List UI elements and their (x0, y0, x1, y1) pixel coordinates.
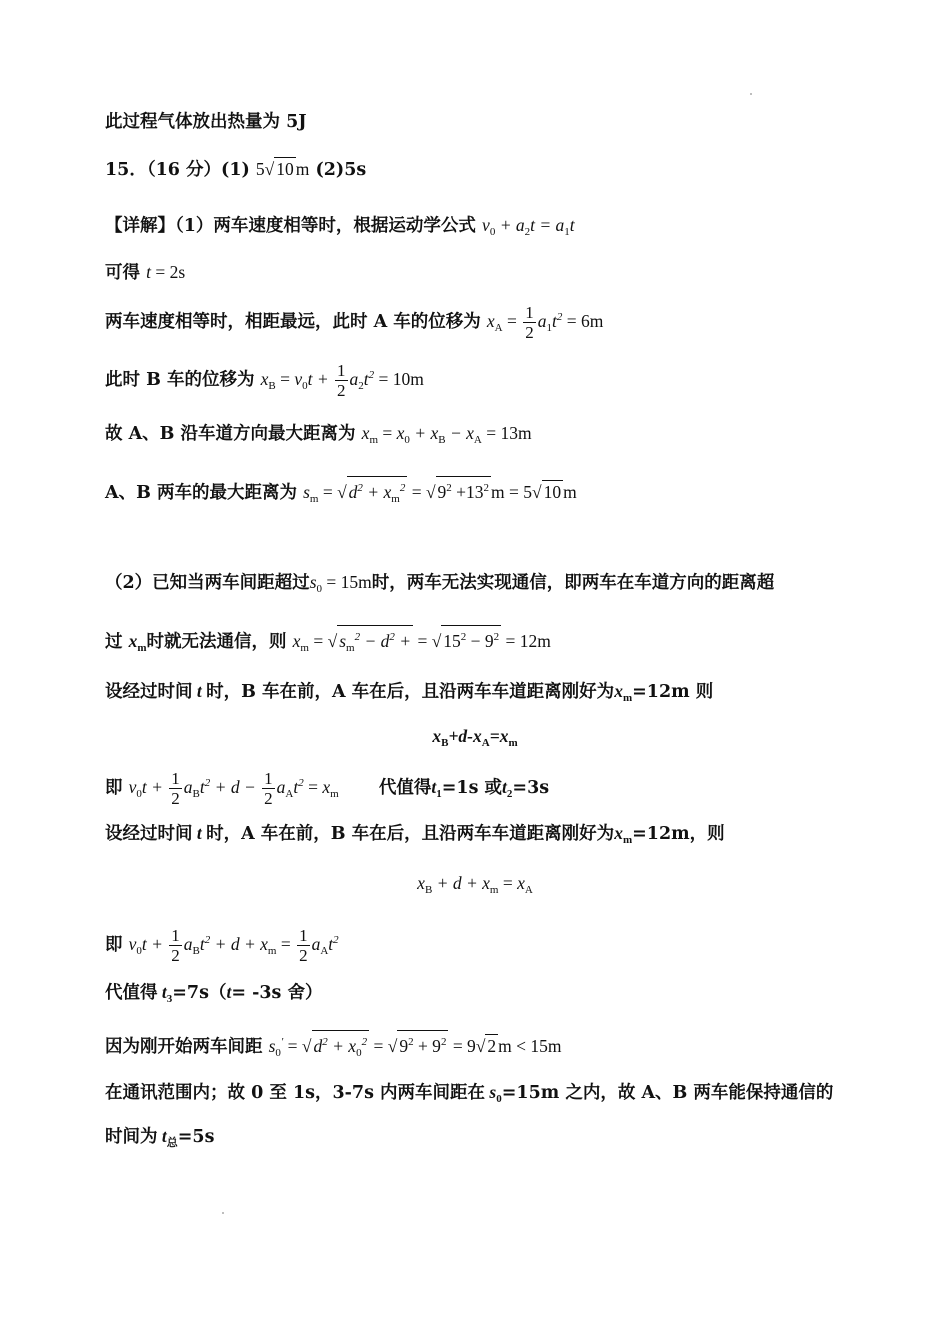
text-ie2: 即 (105, 935, 123, 955)
text-xa: 两车速度相等时，相距最远，此时 A 车的位移为 (105, 312, 481, 332)
line-eq2 (0, 869, 950, 904)
formula-sm: $s_m$ = √ $d^2 + x_m^2$ = √ $9^2 +13^2$ m = 5√ 10 m (303, 482, 577, 502)
formula-eq1-expanded: $v_0t$ + $\frac{1}{2}$ $a_Bt^2 + d$ − $\frac{1}{2}$ $a_At^2 = x_m$ (128, 769, 339, 809)
formula-eq1: $x_B+d-x_A=x_m$ (432, 726, 518, 749)
line-xa (105, 303, 603, 342)
line-eq1 (0, 722, 950, 757)
text-case2-c: =12m，则 (632, 824, 725, 844)
text-range-a: 在通讯范围内；故 0 至 1s，3-7s 内两车间距在 (105, 1083, 486, 1103)
formula-xm: $x_m = x_0 + x_B - x_A = 13m$ (361, 423, 532, 446)
text-part2-a: （2）已知当两车间距超过 (105, 573, 310, 593)
line-t3: 代值得 $t_3=7s(t= -3s$ 舍） (105, 982, 323, 1005)
text-t3: =7s（ (172, 983, 227, 1003)
text-case1-a: 设经过时间 (105, 682, 193, 702)
answer-part2: (2)5s (315, 160, 367, 180)
line-xb (105, 361, 424, 400)
formula-s0-prime: $s_0'$ = √ $d^2 + x_0^2$ = √ $9^2 + 9^2 = 9√$ 2 m < 15m (269, 1036, 562, 1056)
text-case2-a: 设经过时间 (105, 824, 193, 844)
line-question-15: 15．（16 分）(1) 5√ 10 m (2)5s (105, 159, 367, 180)
text-s0: 因为刚开始两车间距 (105, 1037, 263, 1057)
text-case1-b: 时，B 车在前，A 车在后，且沿两车车道距离刚好为 (206, 682, 615, 702)
formula-xb: $x_B = v_0t$ + $\frac{1}{2}$ $a_2t^2 = 10m$ (260, 361, 424, 401)
scan-dot (750, 93, 752, 95)
text-range-b: =15m 之内，故 A、B 两车能保持通信的 (501, 1083, 834, 1103)
formula-xa: $x_A$ = $\frac{1}{2}$ $a_1t^2 = 6m$ (486, 303, 604, 343)
line-case1: 设经过时间 t 时，B 车在前，A 车在后，且沿两车车道距离刚好为$x_m=12m$ 则 (105, 681, 714, 704)
text-case2-b: 时，A 车在前，B 车在后，且沿两车车道距离刚好为 (206, 824, 615, 844)
answer-header: 15．（16 分）(1) (105, 160, 250, 180)
line-get-t (105, 258, 185, 287)
text-case1-c: =12m 则 (632, 682, 714, 702)
line-eq1-expanded: 即 $v_0t$ + $\frac{1}{2}$ $a_Bt^2 + d$ − $\frac{1}{2}$ $a_At^2 = x_m$ 代值得$t_1=1s$ 或$t_2=3s$ (105, 769, 550, 809)
formula-eq2-expanded: $v_0t$ + $\frac{1}{2}$ $a_Bt^2 + d + x_m$ = $\frac{1}{2}$ $a_At^2$ (128, 926, 339, 966)
formula-t: t = 2s (146, 262, 186, 282)
text-heat: 此过程气体放出热量为 5J (105, 112, 307, 132)
formula-s0: $s_0 = 15m$ (309, 572, 372, 595)
line-xm-calc: 过 $x_m$时就无法通信，则 $x_m$ = √ $s_m^2 - d^2$ + = √ $15^2 - 9^2 = 12m$ (105, 625, 551, 662)
formula-eq2: $x_B + d + x_m = x_A$ (417, 873, 533, 896)
line-sm (105, 476, 577, 513)
text-xm: 故 A、B 沿车道方向最大距离为 (105, 424, 356, 444)
text-get: 可得 (105, 263, 140, 283)
text-sub: 代值得 (378, 778, 432, 798)
text-then: 时就无法通信，则 (146, 632, 287, 652)
text-t1: =1s 或 (441, 778, 503, 798)
text-t2: =3s (512, 778, 550, 798)
text-ie: 即 (105, 778, 123, 798)
line-part2-intro (105, 568, 774, 603)
detail-text: 【详解】（1）两车速度相等时，根据运动学公式 (105, 216, 476, 236)
line-xm (105, 419, 532, 454)
line-s0 (105, 1028, 562, 1067)
text-xb: 此时 B 车的位移为 (105, 370, 255, 390)
text-sm: A、B 两车的最大距离为 (105, 483, 297, 503)
line-case2: 设经过时间 t 时，A 车在前，B 车在后，且沿两车车道距离刚好为$x_m=12m$，则 (105, 823, 725, 846)
line-heat (105, 108, 307, 136)
scan-dot (222, 1212, 224, 1214)
text-neg-t: = -3s 舍） (231, 983, 323, 1003)
line-range: 在通讯范围内；故 0 至 1s，3-7s 内两车间距在 $s_0=15m$ 之内，故 A、B 两车能保持通信的 (105, 1082, 834, 1105)
text-over: 过 (105, 632, 123, 652)
text-part2-b: 时，两车无法实现通信，即两车在车道方向的距离超 (371, 573, 775, 593)
sqrt-value: 10 (276, 159, 294, 179)
line-detail-1 (105, 211, 575, 246)
line-eq2-expanded (105, 926, 339, 965)
line-total: 时间为 $t_总=5s$ (105, 1126, 215, 1149)
text-sub2: 代值得 (105, 983, 158, 1003)
formula-xm2: $x_m$ = √ $s_m^2 - d^2$ + = √ $15^2 - 9^2 = 12m$ (293, 631, 551, 651)
text-total-value: =5s (177, 1127, 215, 1147)
formula-velocity: $v_0 + a_2t = a_1t$ (482, 215, 575, 238)
text-total: 时间为 (105, 1127, 158, 1147)
